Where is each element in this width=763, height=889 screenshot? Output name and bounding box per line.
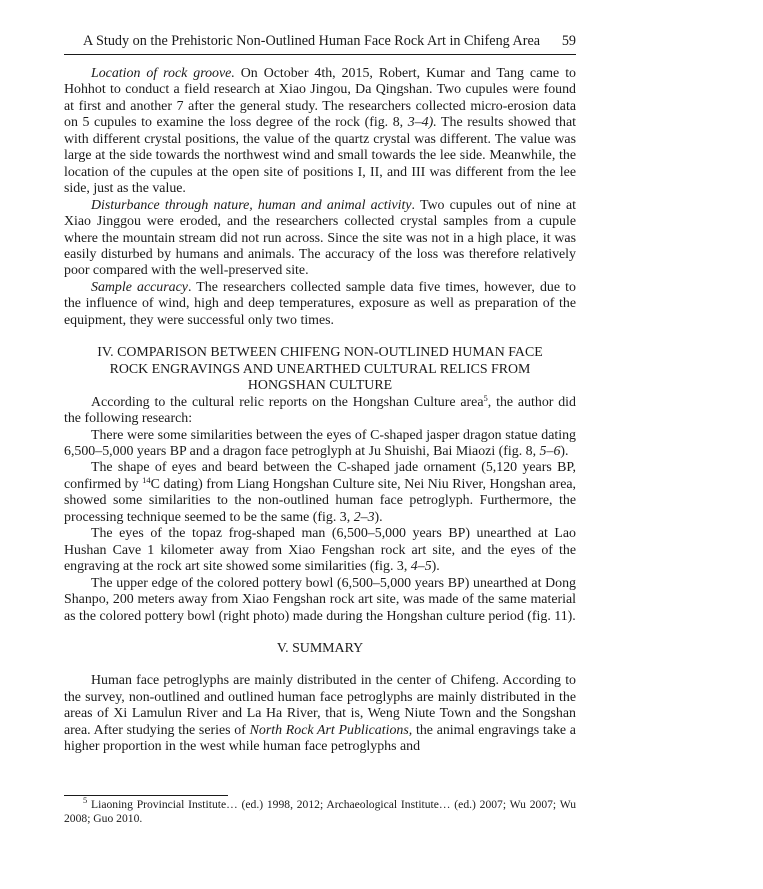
page-content bbox=[64, 32, 576, 756]
paragraph-lead: Disturbance through nature, human and animal activity bbox=[91, 197, 412, 213]
paragraph-rock-groove: Location of rock groove. On October 4th, 2015, Robert, Kumar and Tang came to Hohhot to conduct a field research at Xiao Jingou, Da Qingshan. Two cupules were found at first and another 7 after the general study. The researchers collected micro-erosion data on 5 cupules to examine the loss degree of the rock (fig. 8, 3–4). The results showed that with different crystal positions, the value of the quartz crystal was different. The value was large at the side towards the northwest wind and small towards the lee side. Meanwhile, the location of the cupules at the open site of positions I, II, and III was different from the lee side, just as the value. bbox=[64, 66, 576, 197]
running-title: A Study on the Prehistoric Non-Outlined Human Face Rock Art in Chifeng Area bbox=[83, 33, 541, 49]
paragraph-summary: Human face petroglyphs are mainly distributed in the center of Chifeng. According to the survey, non-outlined and outlined human face petroglyphs are mainly distributed in the areas of Xi Lamulun River and La Ha River, that is, Weng Niute Town and the Songshan area. After studying the series of North Rock Art Publications, the animal engravings take a higher proportion in the west while human face petroglyphs and bbox=[64, 673, 576, 755]
footnote-rule bbox=[64, 795, 228, 796]
footnote-text: Liaoning Provincial Institute… (ed.) 1998, 2012; Archaeological Institute… (ed.) 2007; Wu 2007; Wu 2008; Guo 2010. bbox=[64, 798, 576, 825]
running-header bbox=[64, 32, 576, 55]
section-heading-v: V. SUMMARY bbox=[276, 640, 364, 656]
figure-ref: 2–3 bbox=[353, 509, 375, 525]
figure-ref: 3–4). bbox=[407, 115, 437, 131]
figure-ref: 4–5 bbox=[410, 559, 432, 575]
paragraph-jade-ornament: The shape of eyes and beard between the C-shaped jade ornament (5,120 years BP, confirmed by $^{14}$C dating) from Liang Hongshan Culture site, Nei Niu River, Hongshan area, showed some similarities to the non-outlined human face petroglyph. Furthermore, the processing technique seemed to be the same (fig. 3, 2–3). bbox=[64, 460, 576, 525]
paragraph-pottery-bowl: The upper edge of the colored pottery bowl (6,500–5,000 years BP) unearthed at Dong Shanpo, 200 meters away from Xiao Fengshan rock art site, was made of the same material as the colored pottery bowl (right photo) made during the Hongshan culture period (fig. 11). bbox=[64, 575, 576, 624]
paragraph-topaz-frog: The eyes of the topaz frog-shaped man (6,500–5,000 years BP) unearthed at Lao Hushan Cave 1 kilometer away from Xiao Fengshan rock art site, and the eyes of the engraving at the rock art site showed some similarities (fig. 3, 4–5). bbox=[64, 526, 576, 575]
footnote bbox=[64, 795, 576, 825]
body-text bbox=[64, 66, 576, 756]
paragraph-lead: Sample accuracy bbox=[91, 279, 188, 295]
section-heading-iv: IV. COMPARISON BETWEEN CHIFENG NON-OUTLINED HUMAN FACE ROCK ENGRAVINGS AND UNEARTHED CULTURAL RELICS FROM HONGSHAN CULTURE bbox=[97, 345, 543, 394]
footnote-reference: 5 bbox=[483, 392, 488, 403]
paragraph-disturbance: Disturbance through nature, human and animal activity. Two cupules out of nine at Xiao Jinggou were eroded, and the researchers collected crystal samples from a cupule where the mountain stream did not run across. Since the site was not in a high place, it was easily disturbed by humans and animals. The accuracy of the loss was therefore relatively poor compared with the well-preserved site. bbox=[64, 197, 576, 279]
paragraph-jasper-dragon: There were some similarities between the eyes of C-shaped jasper dragon statue dating 6,500–5,000 years BP and a dragon face petroglyph at Ju Shuishi, Bai Miaozi (fig. 8, 5–6). bbox=[64, 427, 576, 459]
paragraph-lead: Location of rock groove. bbox=[91, 66, 235, 81]
figure-ref: 5–6 bbox=[539, 443, 561, 459]
footnote-marker: 5 bbox=[83, 795, 88, 805]
publication-title: North Rock Art Publications, bbox=[249, 722, 413, 738]
paragraph-sample-accuracy: Sample accuracy. The researchers collected sample data five times, however, due to the influence of wind, high and deep temperatures, exposure as well as preparation of the equipment, they were successful only two times. bbox=[64, 279, 576, 328]
page-number: 59 bbox=[561, 33, 576, 49]
isotope-mass-number: 14 bbox=[142, 474, 151, 485]
paragraph-cultural-reports: According to the cultural relic reports on the Hongshan Culture area$^5$, the author did the following research: bbox=[64, 392, 576, 427]
